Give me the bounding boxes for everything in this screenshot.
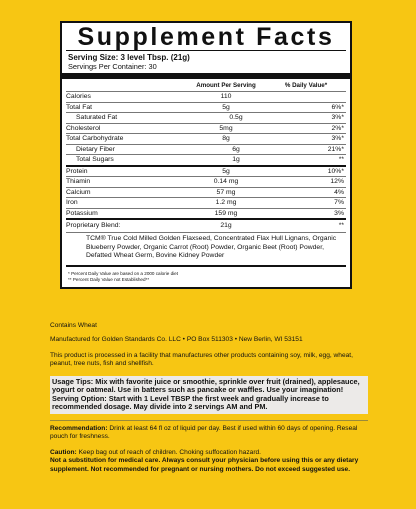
- nutrient-row: [66, 112, 346, 123]
- nutrient-amount: 8g: [222, 135, 230, 142]
- nutrient-dv: 7%: [334, 199, 344, 206]
- daily-value-header: % Daily Value*: [284, 82, 328, 89]
- usage-tips: Usage Tips: Mix with favorite juice or smoothie, sprinkle over fruit (drained), applesauce, yogurt or oatmeal. Use in batters such as pancake or waffles. Use your imagination! Serving Option: Start with 1 Level TBSP the first week and gradually increase to recommended dosage. May divide into 2 servings AM and PM.: [50, 376, 368, 414]
- nutrient-name: Total Sugars: [76, 156, 114, 163]
- nutrient-row: [66, 91, 346, 102]
- nutrient-name: Iron: [66, 199, 78, 206]
- nutrient-row: [66, 144, 346, 155]
- nutrient-amount: 5g: [222, 167, 230, 175]
- nutrient-amount: 5g: [222, 103, 230, 111]
- nutrient-dv: [266, 92, 346, 102]
- footnote-dv: * Percent Daily Value are based on a 2000 calorie diet: [68, 270, 178, 276]
- serving-info: [62, 51, 350, 73]
- manufacturer-info: Manufactured for Golden Standards Co. LLC • PO Box 511303 • New Berlin, WI 53151: [50, 336, 303, 344]
- divider: [50, 420, 368, 421]
- nutrient-name: Total Fat: [66, 103, 93, 111]
- nutrient-dv: 3%*: [331, 135, 344, 142]
- nutrient-dv: 3%*: [331, 114, 344, 121]
- nutrient-dv: 3%: [334, 209, 344, 217]
- caution-warning: Not a substitution for medical care. Always consult your physician before using this or any dietary supplement. Not recommended for pregnant or nursing mothers. Do not exceed suggested use.: [50, 457, 359, 473]
- nutrient-row: [66, 197, 346, 208]
- nutrient-name: Thiamin: [66, 178, 91, 185]
- supplement-facts-panel: [60, 21, 352, 289]
- column-header: [62, 79, 350, 91]
- nutrient-amount: 6g: [232, 145, 240, 153]
- nutrient-table: [62, 91, 350, 218]
- caution-text: Keep bag out of reach of children. Choking suffocation hazard.: [76, 448, 262, 456]
- nutrient-amount: 1g: [232, 156, 240, 163]
- nutrient-amount: 57 mg: [216, 188, 236, 196]
- recommendation-label: Recommendation:: [50, 425, 108, 432]
- nutrient-amount: 0.14 mg: [213, 178, 239, 185]
- nutrient-row: [66, 208, 346, 219]
- nutrient-name: Dietary Fiber: [76, 145, 115, 153]
- blend-dv: **: [338, 222, 344, 229]
- servings-per-container: Servings Per Container: 30: [68, 62, 157, 71]
- nutrient-row: [66, 187, 346, 198]
- nutrient-amount: 0.5g: [229, 114, 243, 121]
- nutrient-row: [66, 102, 346, 113]
- serving-size: Serving Size: 3 level Tbsp. (21g): [68, 53, 190, 62]
- panel-title: Supplement Facts: [77, 23, 335, 51]
- nutrient-dv: 21%*: [327, 145, 344, 153]
- nutrient-name: Calories: [66, 93, 91, 100]
- caution: [50, 449, 368, 474]
- nutrient-name: Calcium: [66, 188, 91, 196]
- nutrient-row: [66, 165, 346, 177]
- nutrient-amount: 110: [220, 93, 232, 100]
- allergen-contains: Contains Wheat: [50, 322, 97, 329]
- nutrient-name: Total Carbohydrate: [66, 135, 124, 142]
- proprietary-blend: [66, 218, 346, 232]
- blend-name: Proprietary Blend:: [66, 222, 121, 229]
- nutrient-row: [66, 176, 346, 187]
- nutrient-dv: 10%*: [327, 167, 344, 175]
- nutrient-amount: 159 mg: [214, 209, 238, 217]
- nutrient-amount: 5mg: [219, 124, 233, 132]
- nutrient-amount: 1.2 mg: [215, 199, 237, 206]
- blend-row: [66, 220, 346, 232]
- caution-label: Caution:: [50, 448, 77, 456]
- label-text: [50, 322, 368, 481]
- footnotes: [66, 265, 346, 287]
- nutrient-dv: 6%*: [331, 103, 344, 111]
- nutrient-name: Cholesterol: [66, 124, 101, 132]
- nutrient-dv: 2%*: [331, 124, 344, 132]
- nutrient-name: Potassium: [66, 209, 98, 217]
- nutrient-name: Saturated Fat: [76, 114, 118, 121]
- nutrient-dv: 4%: [334, 188, 344, 196]
- amount-per-serving-header: Amount Per Serving: [196, 82, 256, 89]
- nutrient-row: [66, 133, 346, 144]
- nutrient-dv: **: [338, 156, 344, 163]
- nutrient-name: Protein: [66, 167, 88, 175]
- nutrient-row: [66, 123, 346, 134]
- nutrient-row: [66, 154, 346, 165]
- recommendation: [50, 425, 368, 442]
- footnote-not-established: ** Percent Daily Value not Established**: [68, 276, 150, 282]
- blend-ingredients: TCM® True Cold Milled Golden Flaxseed, Concentrated Flax Hull Lignans, Organic Blueberry Powder, Organic Carrot (Root) Powder, Organic Beet (Root) Powder, Defatted Wheat Germ, Bovine Kidney Powder: [66, 232, 346, 265]
- facility-notice: This product is processed in a facility that manufactures other products containing soy, milk, egg, wheat, peanut, tree nuts, fish and shellfish.: [50, 351, 353, 368]
- recommendation-text: Drink at least 64 fl oz of liquid per day. Best if used within 60 days of opening. Reseal pouch for freshness.: [50, 425, 358, 441]
- blend-amount: 21g: [220, 222, 232, 229]
- nutrient-dv: 12%: [330, 178, 344, 185]
